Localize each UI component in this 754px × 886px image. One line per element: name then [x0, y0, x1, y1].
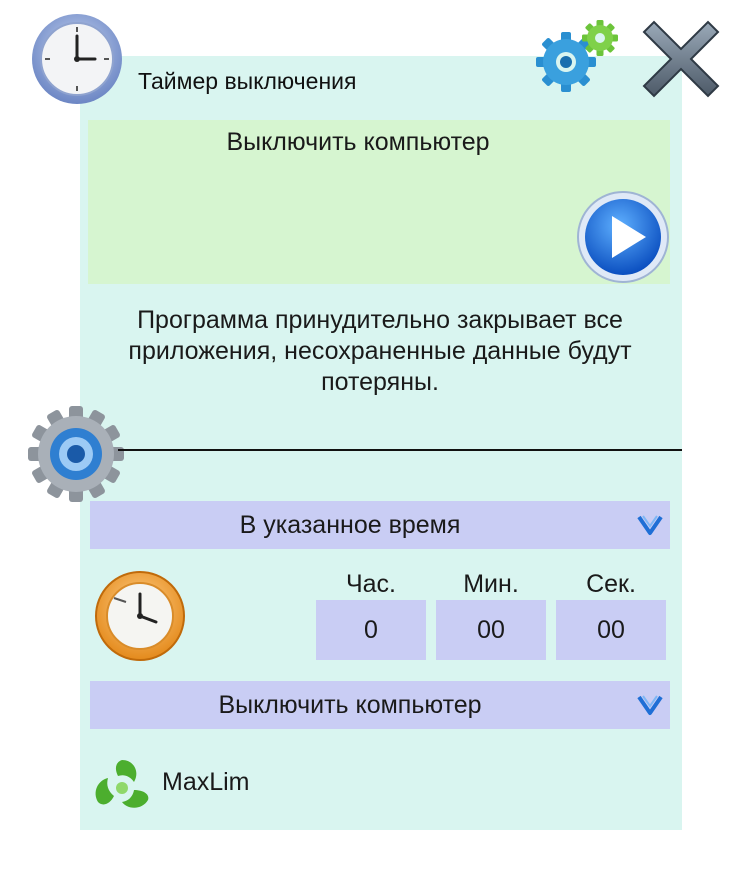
- close-x-icon[interactable]: [636, 14, 726, 104]
- chevron-down-icon[interactable]: [636, 693, 664, 717]
- brand-name: MaxLim: [162, 768, 250, 796]
- hours-input[interactable]: 0: [316, 600, 426, 660]
- mode-select[interactable]: [90, 501, 670, 549]
- minutes-input[interactable]: 00: [436, 600, 546, 660]
- play-icon[interactable]: [576, 190, 670, 284]
- alarm-clock-icon: [92, 568, 188, 664]
- clock-icon: [30, 12, 124, 106]
- action-label: Выключить компьютер: [226, 128, 490, 156]
- seconds-input[interactable]: 00: [556, 600, 666, 660]
- window-title: Таймер выключения: [138, 68, 357, 94]
- gear-icon: [24, 402, 128, 506]
- divider: [118, 449, 682, 451]
- hours-label: Час.: [345, 570, 396, 598]
- maxlim-logo-icon: [90, 756, 154, 814]
- gears-icon[interactable]: [532, 16, 622, 96]
- warning-text: Программа принудительно закрывает все приложения, несохраненные данные будут потеряны.: [128, 306, 632, 396]
- action-select[interactable]: [90, 681, 670, 729]
- minutes-label: Мин.: [463, 570, 519, 598]
- action-select-value: Выключить компьютер: [218, 691, 482, 719]
- mode-select-value: В указанное время: [239, 511, 461, 539]
- chevron-down-icon[interactable]: [636, 513, 664, 537]
- seconds-label: Сек.: [586, 570, 636, 598]
